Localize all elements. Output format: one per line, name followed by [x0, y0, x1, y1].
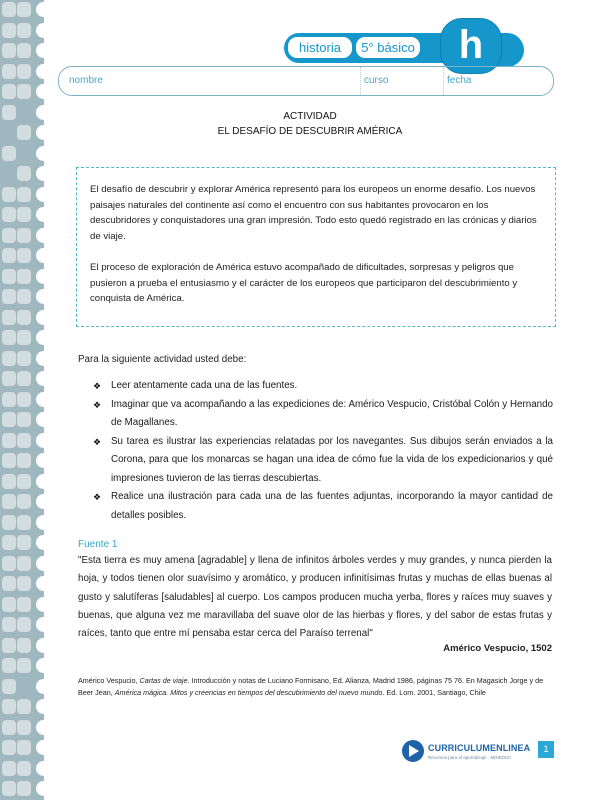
strip-cell: [17, 412, 31, 427]
strip-cell: [17, 761, 31, 776]
intro-box: [76, 167, 556, 327]
curriculum-logo-icon: [402, 740, 424, 762]
strip-notch: [36, 248, 46, 263]
strip-cell: [17, 515, 31, 530]
strip-cell: [17, 658, 31, 673]
strip-cell: [17, 556, 31, 571]
strip-cell: [17, 576, 31, 591]
strip-cell: [2, 720, 16, 735]
strip-cell: [2, 699, 16, 714]
diamond-bullet-icon: ❖: [93, 381, 102, 391]
strip-cell: [17, 43, 31, 58]
logo-subtext: Recursos para el aprendizaje · MINEDUC: [428, 755, 512, 760]
strip-notch: [36, 43, 46, 58]
decorative-side-strip: [0, 0, 44, 800]
strip-notch: [36, 638, 46, 653]
page-title: EL DESAFÍO DE DESCUBRIR AMÉRICA: [217, 126, 403, 137]
strip-cell: [17, 474, 31, 489]
strip-notch: [36, 699, 46, 714]
page-number: 1: [538, 741, 554, 758]
strip-notch: [36, 617, 46, 632]
strip-cell: [17, 781, 31, 796]
strip-cell: [2, 638, 16, 653]
strip-cell: [2, 23, 16, 38]
strip-notch: [36, 556, 46, 571]
strip-cell: [2, 617, 16, 632]
strip-cell: [2, 597, 16, 612]
strip-cell: [2, 556, 16, 571]
instructions-lead: Para la siguiente actividad usted debe:: [78, 354, 247, 365]
subject-badge-icon: h: [440, 18, 502, 74]
strip-cell: [2, 392, 16, 407]
strip-notch: [36, 412, 46, 427]
strip-cell: [17, 228, 31, 243]
strip-notch: [36, 658, 46, 673]
strip-notch: [36, 371, 46, 386]
strip-cell: [2, 207, 16, 222]
strip-notch: [36, 453, 46, 468]
strip-cell: [17, 720, 31, 735]
strip-notch: [36, 781, 46, 796]
diamond-bullet-icon: ❖: [93, 492, 102, 502]
strip-cell: [2, 248, 16, 263]
strip-cell: [2, 515, 16, 530]
strip-notch: [36, 2, 46, 17]
strip-cell: [17, 187, 31, 202]
strip-cell: [17, 64, 31, 79]
strip-cell: [2, 64, 16, 79]
strip-cell: [2, 228, 16, 243]
strip-notch: [36, 720, 46, 735]
strip-cell: [2, 187, 16, 202]
strip-cell: [2, 289, 16, 304]
strip-cell: [17, 125, 31, 140]
strip-cell: [2, 2, 16, 17]
strip-notch: [36, 289, 46, 304]
student-info-row: [58, 66, 554, 96]
strip-cell: [17, 269, 31, 284]
strip-notch: [36, 64, 46, 79]
strip-cell: [17, 248, 31, 263]
strip-cell: [17, 433, 31, 448]
grade-pill: 5° básico: [356, 37, 420, 58]
strip-cell: [2, 535, 16, 550]
strip-notch: [36, 474, 46, 489]
logo-text: CURRICULUMENLINEA: [428, 743, 531, 753]
name-field[interactable]: nombre: [69, 75, 103, 86]
strip-cell: [17, 289, 31, 304]
strip-notch: [36, 740, 46, 755]
strip-cell: [2, 474, 16, 489]
strip-cell: [2, 679, 16, 694]
strip-notch: [36, 105, 46, 120]
divider: [360, 67, 361, 95]
strip-cell: [2, 761, 16, 776]
strip-cell: [17, 453, 31, 468]
strip-notch: [36, 679, 46, 694]
source-title: Fuente 1: [78, 539, 118, 550]
strip-cell: [2, 658, 16, 673]
strip-notch: [36, 597, 46, 612]
intro-paragraph: El proceso de exploración de América estuvo acompañado de dificultades, sorpresas y peligros que pusieron a prueba el entusiasmo y el carácter de los europeos que participaron del descubrimiento y conquista de América.: [90, 262, 518, 304]
diamond-bullet-icon: ❖: [93, 399, 102, 410]
strip-notch: [36, 535, 46, 550]
strip-cell: [17, 699, 31, 714]
bibliographic-reference: Américo Vespucio, Cartas de viaje. Introducción y notas de Luciano Formisano, Ed. Alianza, Madrid 1986, páginas 75 76. En Magasich Jorge y de Beer Jean, América mágica. Mitos y creencias en tiempos del descubrimiento del nuevo mundo. Ed. Lom. 2001, Santiago, Chile: [78, 676, 544, 697]
strip-notch: [36, 576, 46, 591]
strip-cell: [2, 310, 16, 325]
strip-cell: [17, 392, 31, 407]
strip-cell: [2, 740, 16, 755]
activity-label: ACTIVIDAD: [283, 111, 337, 122]
strip-cell: [17, 2, 31, 17]
strip-cell: [17, 494, 31, 509]
subject-pill: historia: [288, 37, 352, 58]
strip-notch: [36, 269, 46, 284]
strip-notch: [36, 310, 46, 325]
source-quote: "Esta tierra es muy amena [agradable] y llena de infinitos árboles verdes y muy grandes, y nunca pierden la hoja, y todos tienen olor suavísimo y aromático, y producen infinitísimas frutas y muchas de ellas buenas al gusto y salutíferas [saludables] al cuerpo. Los campos producen mucha yerba, flores y raíces muy suaves y buenas, que alguna vez me maravillaba del suave olor de las hierbas y flores, y del sabor de estas frutas y raíces, tanto que entre mí pensaba estar cerca del Paraíso terrenal": [78, 555, 552, 640]
strip-notch: [36, 146, 46, 161]
strip-cell: [2, 146, 16, 161]
strip-notch: [36, 166, 46, 181]
strip-notch: [36, 392, 46, 407]
strip-cell: [2, 330, 16, 345]
diamond-bullet-icon: ❖: [93, 436, 102, 447]
strip-notch: [36, 433, 46, 448]
strip-notch: [36, 228, 46, 243]
strip-cell: [17, 23, 31, 38]
intro-paragraph: El desafío de descubrir y explorar América representó para los europeos un enorme desafío. Los nuevos paisajes naturales del continente así como el encuentro con sus habitantes provocaron en los descubridores y conquistadores una gran impresión. Todo esto quedó registrado en las crónicas y diarios de viaje.: [90, 184, 537, 242]
strip-notch: [36, 330, 46, 345]
strip-cell: [2, 494, 16, 509]
source-author: Américo Vespucio, 1502: [443, 643, 552, 654]
list-item: ❖ Su tarea es ilustrar las experiencias relatadas por los navegantes. Sus dibujos serán enviados a la Corona, para que los monarcas se hagan una idea de cómo fue la vida de los expedicionarios y qué impresiones tuvieron de las tierras descubiertas.: [93, 433, 553, 489]
strip-cell: [17, 617, 31, 632]
strip-cell: [2, 351, 16, 366]
list-item: ❖ Imaginar que va acompañando a las expediciones de: Américo Vespucio, Cristóbal Colón y Hernando de Magallanes.: [93, 396, 553, 433]
strip-cell: [2, 433, 16, 448]
strip-cell: [17, 84, 31, 99]
date-field[interactable]: fecha: [447, 75, 472, 86]
strip-notch: [36, 207, 46, 222]
task-list: [93, 377, 553, 525]
strip-notch: [36, 351, 46, 366]
strip-cell: [2, 576, 16, 591]
strip-notch: [36, 494, 46, 509]
strip-notch: [36, 187, 46, 202]
strip-cell: [17, 371, 31, 386]
list-item: ❖ Realice una ilustración para cada una de las fuentes adjuntas, incorporando la mayor cantidad de detalles posibles.: [93, 488, 553, 525]
strip-cell: [2, 43, 16, 58]
course-field[interactable]: curso: [364, 75, 389, 86]
strip-notch: [36, 23, 46, 38]
strip-cell: [17, 638, 31, 653]
strip-cell: [17, 310, 31, 325]
strip-cell: [17, 740, 31, 755]
strip-cell: [2, 84, 16, 99]
strip-cell: [2, 269, 16, 284]
strip-cell: [2, 781, 16, 796]
strip-notch: [36, 125, 46, 140]
strip-notch: [36, 84, 46, 99]
divider: [443, 67, 444, 95]
strip-notch: [36, 515, 46, 530]
strip-cell: [2, 371, 16, 386]
strip-notch: [36, 761, 46, 776]
strip-cell: [17, 597, 31, 612]
strip-cell: [17, 330, 31, 345]
strip-cell: [17, 207, 31, 222]
strip-cell: [17, 535, 31, 550]
list-item: ❖ Leer atentamente cada una de las fuentes.: [93, 377, 553, 396]
strip-cell: [17, 166, 31, 181]
strip-cell: [17, 351, 31, 366]
strip-cell: [2, 453, 16, 468]
strip-cell: [2, 412, 16, 427]
strip-cell: [2, 105, 16, 120]
